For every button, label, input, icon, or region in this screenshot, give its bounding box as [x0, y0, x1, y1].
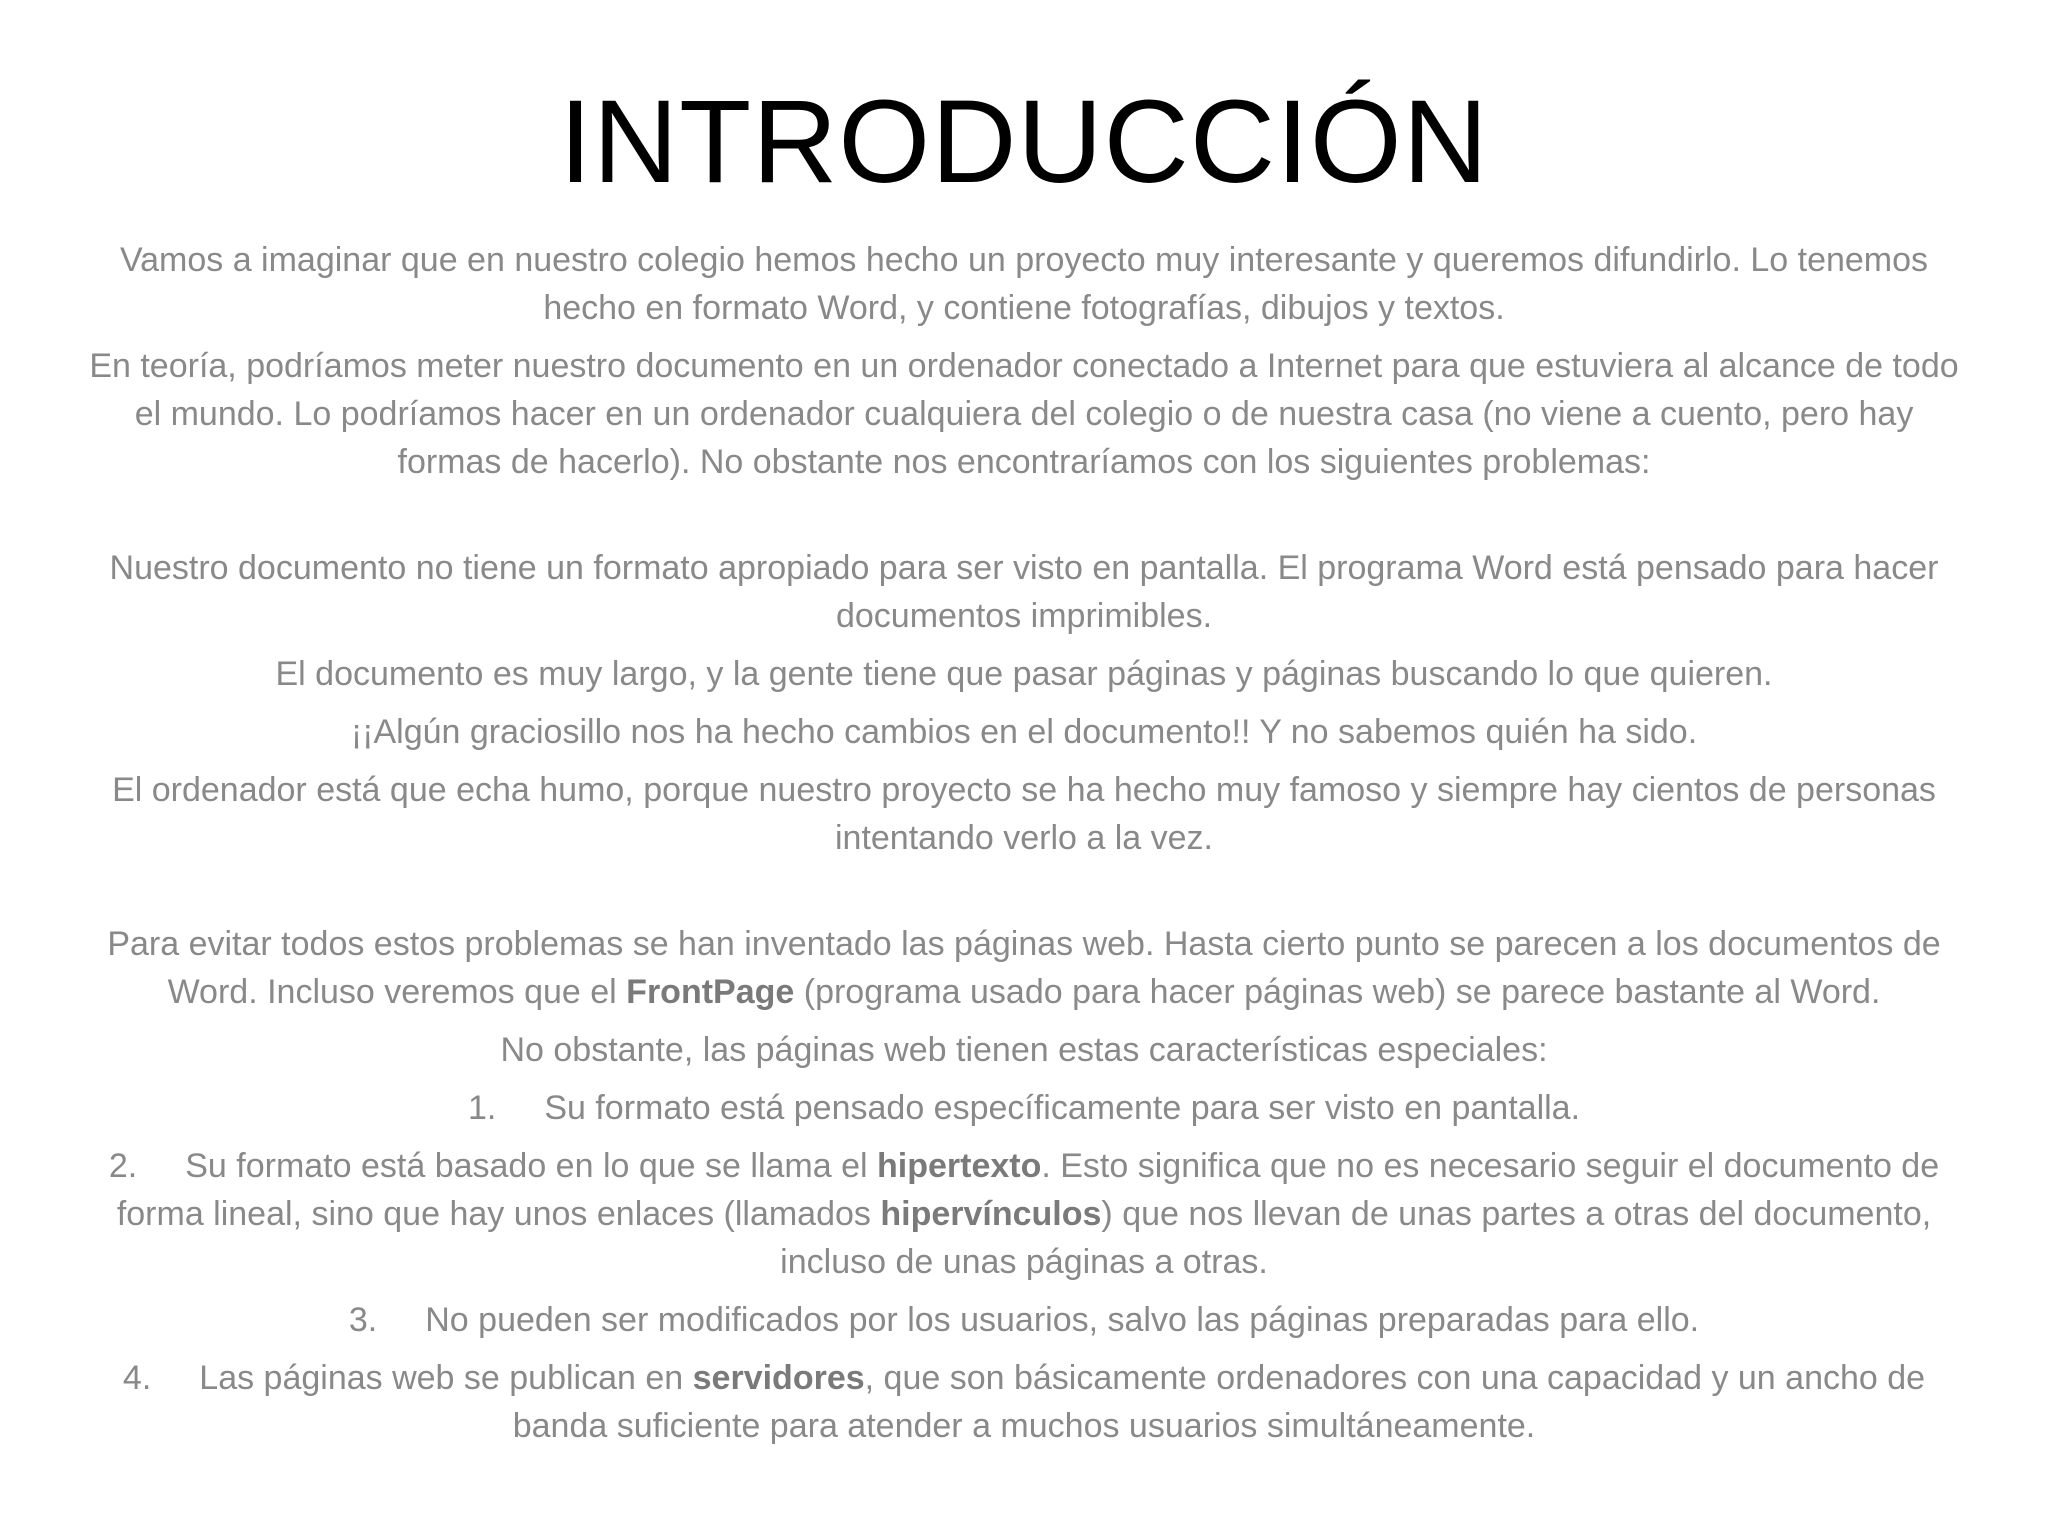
list-number: 4.: [122, 1359, 152, 1397]
spacer: [80, 872, 1968, 920]
feature-text-part: , que son básicamente ordenadores con una capacidad y un ancho de banda suficiente para atender a muchos usuarios simultáneamente.: [512, 1359, 1926, 1445]
frontpage-term: FrontPage: [626, 973, 795, 1011]
list-number: 3.: [348, 1301, 378, 1339]
feature-item-1: [80, 1084, 1968, 1132]
servidores-term: servidores: [692, 1359, 865, 1397]
feature-text: Su formato está pensado específicamente para ser visto en pantalla.: [544, 1089, 1581, 1127]
hipertexto-term: hipertexto: [877, 1147, 1042, 1185]
feature-item-2: [80, 1142, 1968, 1286]
slide-title: INTRODUCCIÓN: [559, 76, 1489, 208]
intro-paragraph-2: En teoría, podríamos meter nuestro documento en un ordenador conectado a Internet para que estuviera al alcance de todo el mundo. Lo podríamos hacer en un ordenador cualquiera del colegio o de nuestra casa (no viene a cuento, pero hay formas de hacerlo). No obstante nos encontraríamos con los siguientes problemas:: [89, 347, 1959, 481]
features-intro: No obstante, las páginas web tienen estas características especiales:: [500, 1031, 1548, 1069]
hipervinculos-term: hipervínculos: [880, 1195, 1102, 1233]
feature-text-part: Su formato está basado en lo que se llama el: [185, 1147, 877, 1185]
solution-text-before: Para evitar todos estos problemas se han inventado las páginas web. Hasta cierto punto se parecen a los documentos de Word. Incluso veremos que el: [107, 925, 1941, 1011]
feature-text-part: ) que nos llevan de unas partes a otras del documento, incluso de unas páginas a otras.: [780, 1195, 1932, 1281]
feature-item-3: [80, 1296, 1968, 1344]
list-number: 2.: [108, 1147, 138, 1185]
feature-text-part: . Esto significa que no es necesario seguir el documento de forma lineal, sino que hay unos enlaces (llamados: [116, 1147, 1940, 1233]
feature-text: No pueden ser modificados por los usuarios, salvo las páginas preparadas para ello.: [425, 1301, 1700, 1339]
feature-text-part: Las páginas web se publican en: [199, 1359, 693, 1397]
problem-3: ¡¡Algún graciosillo nos ha hecho cambios en el documento!! Y no sabemos quién ha sido.: [350, 713, 1698, 751]
spacer: [80, 496, 1968, 544]
slide-body: [80, 236, 1968, 1460]
problem-2: El documento es muy largo, y la gente tiene que pasar páginas y páginas buscando lo que quieren.: [275, 655, 1773, 693]
feature-item-4: [80, 1354, 1968, 1450]
problem-1: Nuestro documento no tiene un formato apropiado para ser visto en pantalla. El programa Word está pensado para hacer documentos imprimibles.: [109, 549, 1939, 635]
list-number: 1.: [467, 1089, 497, 1127]
intro-paragraph-1: Vamos a imaginar que en nuestro colegio hemos hecho un proyecto muy interesante y queremos difundirlo. Lo tenemos hecho en formato Word, y contiene fotografías, dibujos y textos.: [119, 241, 1929, 327]
solution-paragraph: [80, 920, 1968, 1016]
problem-4: El ordenador está que echa humo, porque nuestro proyecto se ha hecho muy famoso y siempre hay cientos de personas intentando verlo a la vez.: [112, 771, 1936, 857]
solution-text-after: (programa usado para hacer páginas web) se parece bastante al Word.: [794, 973, 1881, 1011]
